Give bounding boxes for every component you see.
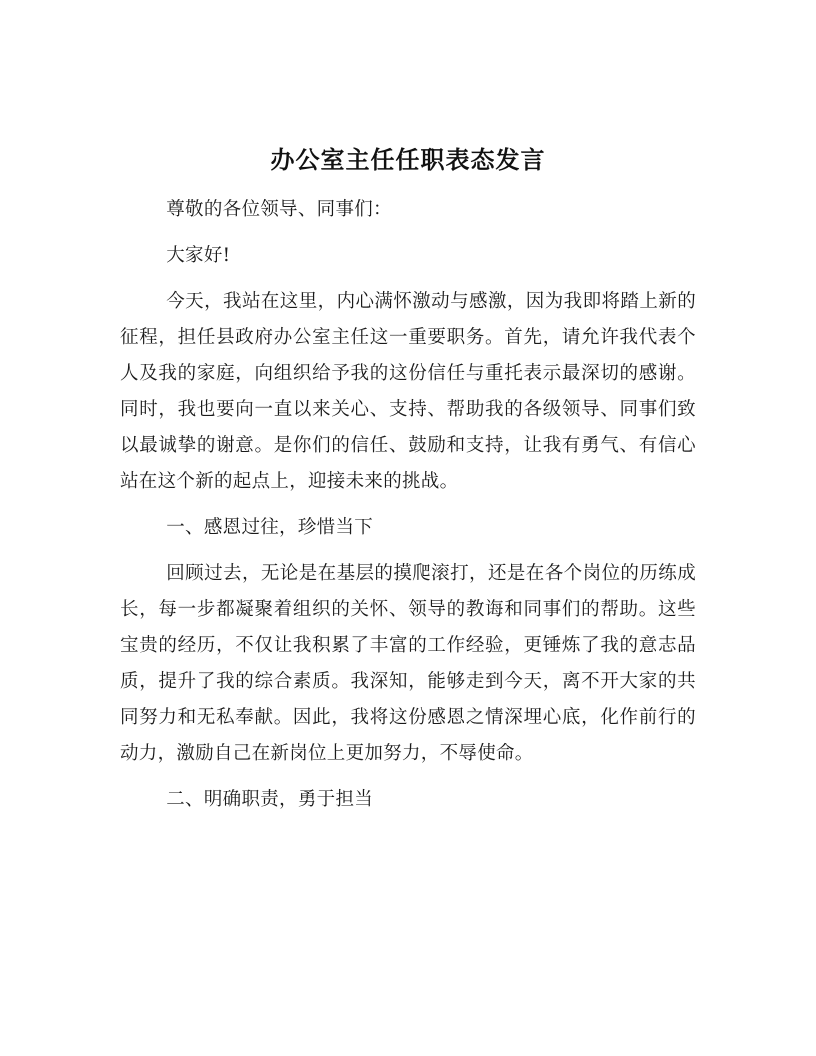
- document-title: 办公室主任任职表态发言: [270, 146, 546, 174]
- section-heading: 一、感恩过往，珍惜当下: [166, 517, 374, 538]
- document-body: [120, 192, 696, 818]
- body-paragraph: 今天，我站在这里，内心满怀激动与感激，因为我即将踏上新的征程，担任县政府办公室主任这一重要职务。首先，请允许我代表个人及我的家庭，向组织给予我的这份信任与重托表示最深切的感谢。同时，我也要向一直以来关心、支持、帮助我的各级领导、同事们致以最诚挚的谢意。是你们的信任、鼓励和支持，让我有勇气、有信心站在这个新的起点上，迎接未来的挑战。: [120, 291, 696, 492]
- salutation: 尊敬的各位领导、同事们：: [166, 199, 392, 220]
- greeting: 大家好!: [166, 245, 231, 266]
- section-heading: 二、明确职责，勇于担当: [166, 789, 374, 810]
- body-paragraph: 回顾过去，无论是在基层的摸爬滚打，还是在各个岗位的历练成长，每一步都凝聚着组织的关怀、领导的教诲和同事们的帮助。这些宝贵的经历，不仅让我积累了丰富的工作经验，更锤炼了我的意志品质，提升了我的综合素质。我深知，能够走到今天，离不开大家的共同努力和无私奉献。因此，我将这份感恩之情深埋心底，化作前行的动力，激励自己在新岗位上更加努力，不辱使命。: [120, 563, 696, 764]
